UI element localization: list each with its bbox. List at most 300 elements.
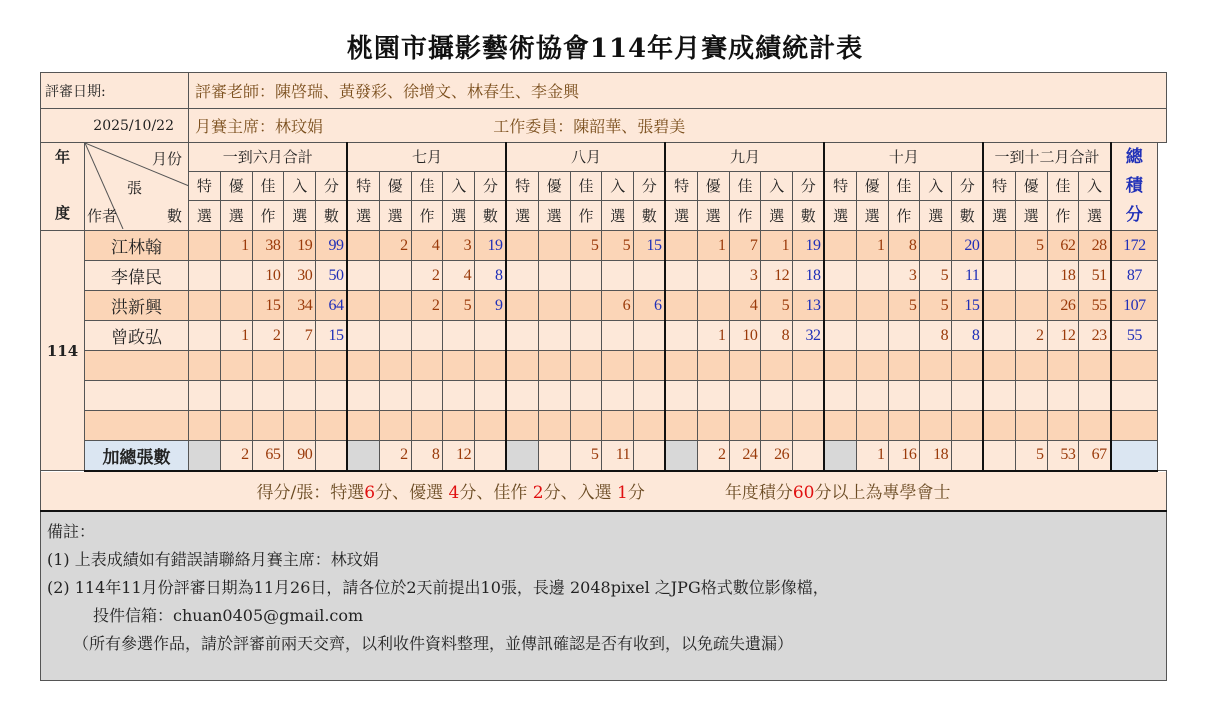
score-cell: 19 [475,231,507,261]
author-name: 曾政弘 [85,321,189,351]
score-cell [761,411,793,441]
score-value: 2 [532,483,544,503]
score-cell [761,381,793,411]
score-cell: 8 [475,261,507,291]
sub-header-bottom: 選 [220,201,252,231]
score-cell: 18 [793,261,825,291]
table-row [41,261,1167,291]
sum-cell: 8 [411,441,443,471]
score-cell: 26 [1047,291,1079,321]
score-cell [824,291,856,321]
score-cell: 20 [952,231,984,261]
score-cell [824,321,856,351]
score-cell: 4 [729,291,761,321]
score-cell [888,351,920,381]
sub-header-top: 特 [665,171,697,201]
score-cell [284,351,316,381]
score-cell: 50 [316,261,348,291]
author-name: 洪新興 [85,291,189,321]
score-cell [1015,411,1047,441]
sum-cell: 2 [220,441,252,471]
month-group-header: 九月 [665,143,824,172]
score-cell [538,261,570,291]
score-cell [697,411,729,441]
score-cell [347,231,379,261]
sub-header-top: 佳 [570,171,602,201]
sub-header-bottom: 選 [443,201,475,231]
score-cell [443,411,475,441]
score-cell: 2 [411,261,443,291]
score-cell: 10 [252,261,284,291]
score-cell [220,261,252,291]
diagonal-header [85,143,189,231]
staff-names: 陳韶華、張碧美 [573,117,686,136]
score-cell [697,291,729,321]
score-cell [220,411,252,441]
month-group-header: 一到六月合計 [189,143,348,172]
sum-cell: 53 [1047,441,1079,471]
score-cell [697,351,729,381]
sum-cell: 1 [856,441,888,471]
score-cell [220,381,252,411]
table-row [41,231,1167,261]
sub-header-bottom: 選 [602,201,634,231]
score-cell [189,411,221,441]
sum-cell [824,441,856,471]
score-cell [665,321,697,351]
score-cell [538,381,570,411]
score-cell [665,411,697,441]
score-cell [475,351,507,381]
score-cell [252,411,284,441]
score-text: 得分/張：特選 [256,483,365,503]
score-cell: 6 [634,291,666,321]
score-cell [602,411,634,441]
score-cell: 32 [793,321,825,351]
score-cell [220,291,252,321]
score-cell [634,321,666,351]
sub-header-top: 佳 [1047,171,1079,201]
score-cell: 5 [761,291,793,321]
sub-header-bottom: 選 [856,201,888,231]
score-cell: 6 [602,291,634,321]
sub-header-top: 優 [220,171,252,201]
year-value: 114 [41,231,85,471]
sum-cell [347,441,379,471]
score-cell [538,411,570,441]
score-cell [856,411,888,441]
score-cell: 5 [1015,231,1047,261]
score-cell [189,351,221,381]
score-cell: 51 [1079,261,1111,291]
sum-cell: 5 [1015,441,1047,471]
score-cell [602,261,634,291]
score-cell [793,351,825,381]
sub-header-bottom: 數 [952,201,984,231]
sub-header-top: 分 [316,171,348,201]
score-cell [697,261,729,291]
score-cell [411,351,443,381]
sub-header-top: 分 [793,171,825,201]
score-cell: 34 [284,291,316,321]
score-cell: 12 [1047,321,1079,351]
score-cell: 8 [761,321,793,351]
score-cell: 28 [1079,231,1111,261]
score-cell: 5 [443,291,475,321]
score-cell [347,291,379,321]
score-cell: 4 [443,261,475,291]
score-cell: 12 [761,261,793,291]
score-cell [920,381,952,411]
score-cell [506,291,538,321]
score-cell [665,261,697,291]
sub-header-top: 入 [761,171,793,201]
sum-cell [983,441,1015,471]
month-group-header: 一到十二月合計 [983,143,1110,172]
score-cell [506,261,538,291]
score-cell [347,411,379,441]
score-cell [856,381,888,411]
score-value: 1 [616,483,628,503]
score-cell: 1 [761,231,793,261]
score-cell [983,411,1015,441]
chair-name: 林玟娟 [275,117,324,136]
diag-author: 作者 [87,207,118,225]
sub-header-top: 分 [475,171,507,201]
sum-cell: 90 [284,441,316,471]
sub-header-top: 入 [602,171,634,201]
annual-total-cell [1111,381,1158,411]
score-cell [506,321,538,351]
sub-header-top: 入 [443,171,475,201]
sub-header-top: 入 [1079,171,1111,201]
score-cell [475,321,507,351]
annual-total-cell: 107 [1111,291,1158,321]
sum-cell: 11 [602,441,634,471]
score-cell [952,411,984,441]
score-cell [1079,411,1111,441]
score-cell [379,261,411,291]
sub-header-bottom: 數 [793,201,825,231]
score-cell: 2 [379,231,411,261]
score-cell [634,351,666,381]
score-cell [983,231,1015,261]
score-cell: 30 [284,261,316,291]
score-cell: 9 [475,291,507,321]
score-cell [856,351,888,381]
score-cell [983,351,1015,381]
score-cell: 4 [411,231,443,261]
sum-cell: 24 [729,441,761,471]
sub-header-bottom: 數 [316,201,348,231]
score-table [40,72,1167,681]
score-cell [824,351,856,381]
author-name [85,351,189,381]
score-cell [570,261,602,291]
total-score-header-char: 積 [1125,176,1143,196]
score-cell [983,291,1015,321]
score-cell [824,231,856,261]
score-text: 分、入選 [543,483,617,503]
score-cell [856,291,888,321]
year-header-top: 年 [54,148,70,166]
sub-header-bottom: 數 [634,201,666,231]
score-cell [1047,351,1079,381]
score-cell: 7 [284,321,316,351]
sub-header-bottom: 選 [920,201,952,231]
score-cell: 5 [570,231,602,261]
score-cell: 19 [793,231,825,261]
sub-header-bottom: 選 [189,201,221,231]
month-group-header: 八月 [506,143,665,172]
diag-month: 月份 [151,150,182,168]
score-cell [793,411,825,441]
score-cell [1015,261,1047,291]
sub-header-top: 優 [1015,171,1047,201]
score-cell [888,411,920,441]
sub-header-top: 優 [697,171,729,201]
sum-cell [538,441,570,471]
table-row [41,411,1167,441]
sum-cell: 16 [888,441,920,471]
sum-cell: 2 [697,441,729,471]
score-cell: 5 [888,291,920,321]
score-cell [347,321,379,351]
score-cell [570,381,602,411]
score-cell [888,321,920,351]
score-cell [952,351,984,381]
sub-header-top: 特 [189,171,221,201]
score-cell: 1 [220,321,252,351]
score-cell [538,291,570,321]
score-cell: 1 [856,231,888,261]
sub-header-bottom: 選 [824,201,856,231]
sub-header-bottom: 作 [411,201,443,231]
score-cell [570,321,602,351]
sub-header-bottom: 選 [665,201,697,231]
score-cell: 13 [793,291,825,321]
table-row [41,321,1167,351]
score-text: 分、佳作 [459,483,533,503]
judges-names: 陳啓瑞、黃發彩、徐增文、林春生、李金興 [275,82,580,101]
sub-header-top: 分 [952,171,984,201]
sub-header-top: 佳 [729,171,761,201]
notes-section [41,511,1167,681]
score-cell [983,321,1015,351]
sum-cell: 2 [379,441,411,471]
score-cell [570,291,602,321]
sum-cell [475,441,507,471]
score-cell [1079,351,1111,381]
score-cell [665,351,697,381]
score-cell [983,261,1015,291]
score-text: 分 [627,483,645,503]
sub-header-bottom: 數 [475,201,507,231]
sum-cell: 26 [761,441,793,471]
annual-total-cell: 55 [1111,321,1158,351]
score-cell: 5 [920,261,952,291]
annual-total-cell: 87 [1111,261,1158,291]
score-cell [506,411,538,441]
year-header [41,143,85,231]
sum-cell: 18 [920,441,952,471]
sum-cell [952,441,984,471]
sum-cell [665,441,697,471]
sum-cell [316,441,348,471]
sum-row [41,441,1167,471]
score-cell [347,381,379,411]
score-cell [379,321,411,351]
chair-label: 月賽主席： [195,117,276,136]
score-cell: 10 [729,321,761,351]
month-group-header: 七月 [347,143,506,172]
annual-total-cell [1111,351,1158,381]
sub-header-bottom: 選 [379,201,411,231]
score-cell: 11 [952,261,984,291]
page-title: 桃園市攝影藝術協會114年月賽成績統計表 [346,34,864,64]
sum-cell: 67 [1079,441,1111,471]
sub-header-bottom: 作 [729,201,761,231]
table-row [41,381,1167,411]
score-cell [316,411,348,441]
score-cell [602,321,634,351]
sub-header-bottom: 作 [1047,201,1079,231]
score-cell: 62 [1047,231,1079,261]
month-group-header: 十月 [824,143,983,172]
score-cell [379,381,411,411]
score-cell [634,411,666,441]
score-cell [888,381,920,411]
sub-header-bottom: 選 [761,201,793,231]
score-cell: 5 [602,231,634,261]
score-cell: 15 [952,291,984,321]
note-line3: 投件信箱：chuan0405@gmail.com [93,605,364,625]
score-cell [856,261,888,291]
score-cell: 99 [316,231,348,261]
score-cell [920,351,952,381]
score-cell: 3 [729,261,761,291]
score-cell: 8 [920,321,952,351]
total-score-header-char: 分 [1125,205,1143,225]
score-cell [824,261,856,291]
note-line4: （所有參選作品，請於評審前兩天交齊，以利收件資料整理，並傳訊確認是否有收到，以免疏失遺漏） [73,633,794,653]
sub-header-bottom: 選 [1015,201,1047,231]
score-cell [1047,411,1079,441]
sub-header-bottom: 作 [252,201,284,231]
sub-header-top: 入 [920,171,952,201]
sum-total-cell [1111,441,1158,471]
score-cell [443,381,475,411]
score-cell: 7 [729,231,761,261]
score-cell: 15 [634,231,666,261]
score-cell [411,381,443,411]
score-cell [634,381,666,411]
score-cell [665,291,697,321]
score-cell [252,351,284,381]
date-value: 2025/10/22 [41,109,189,143]
score-cell [824,411,856,441]
score-cell [952,381,984,411]
score-value: 4 [448,483,460,503]
sub-header-top: 優 [379,171,411,201]
score-cell: 1 [220,231,252,261]
author-name [85,381,189,411]
score-cell [983,381,1015,411]
score-value: 60 [792,483,815,503]
sum-cell [634,441,666,471]
score-cell [379,411,411,441]
sum-cell [793,441,825,471]
judges-cell [189,73,1167,109]
sub-header-top: 特 [824,171,856,201]
score-cell [1015,351,1047,381]
score-cell: 15 [252,291,284,321]
score-cell [475,381,507,411]
score-cell: 19 [284,231,316,261]
score-cell [729,351,761,381]
judges-label: 評審老師： [195,82,276,101]
score-cell: 8 [952,321,984,351]
score-cell: 2 [252,321,284,351]
score-cell [729,381,761,411]
sub-header-bottom: 選 [506,201,538,231]
year-header-bottom: 度 [54,204,70,222]
score-cell: 5 [920,291,952,321]
sub-header-top: 分 [634,171,666,201]
score-cell [347,261,379,291]
scoring-rules [41,471,1167,511]
score-cell: 3 [888,261,920,291]
score-value: 6 [364,483,376,503]
total-score-header-char: 總 [1125,147,1143,167]
score-cell [316,381,348,411]
score-cell [316,351,348,381]
score-cell [697,381,729,411]
sub-header-top: 特 [983,171,1015,201]
score-cell: 18 [1047,261,1079,291]
note-line2: (2) 114年11月份評審日期為11月26日，請各位於2天前提出10張，長邊 2048pixel 之JPG格式數位影像檔， [47,577,829,597]
sub-header-top: 優 [856,171,888,201]
score-cell: 23 [1079,321,1111,351]
sub-header-bottom: 選 [983,201,1015,231]
score-cell [824,381,856,411]
score-cell: 2 [1015,321,1047,351]
score-cell: 38 [252,231,284,261]
author-name: 江林翰 [85,231,189,261]
sum-cell: 12 [443,441,475,471]
score-cell [506,381,538,411]
score-cell [379,291,411,321]
score-text: 分以上為專學會士 [814,483,951,503]
sum-cell: 65 [252,441,284,471]
date-label: 評審日期: [41,73,189,109]
score-cell: 8 [888,231,920,261]
sub-header-top: 佳 [411,171,443,201]
table-row [41,291,1167,321]
score-cell [189,231,221,261]
sum-cell: 5 [570,441,602,471]
score-cell [1015,291,1047,321]
score-cell [506,231,538,261]
score-cell [411,411,443,441]
score-cell [761,351,793,381]
score-cell [1047,381,1079,411]
score-cell [220,351,252,381]
note-heading: 備註： [47,521,96,541]
score-cell [189,261,221,291]
sum-cell [189,441,221,471]
score-cell [729,411,761,441]
